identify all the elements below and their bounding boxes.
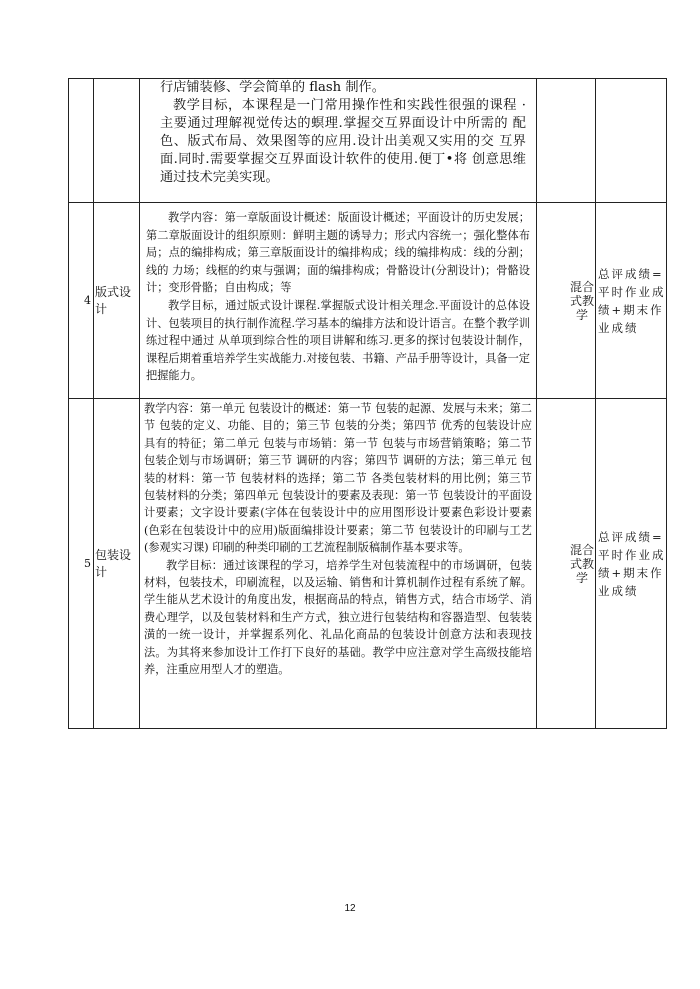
teaching-mode-cell <box>537 79 596 203</box>
course-objective-paragraph: 教学目标，通过版式设计课程.掌握版式设计相关理念.平面设计的总体设计、包装项目的执行制作流程.学习基本的编排方法和设计语言。在整个教学训练过程中通过 从单项到综合性的项目讲解和练习.更多的探讨包装设计制作，课程后期着重培养学生实战能力.对接包装、书籍、产品手册等设计，具备一定把握能力。 <box>146 298 530 383</box>
course-number-cell: 4 <box>69 203 94 399</box>
course-syllabus-table <box>68 78 667 729</box>
table-row <box>69 203 667 399</box>
course-content-paragraph: 教学内容：第一章版面设计概述：版面设计概述；平面设计的历史发展；第二章版面设计的组织原则：鲜明主题的诱导力；形式内容统一；强化整体布局；点的编排构成；第三章版面设计的编排构成；线的编排构成：线的分割；线的 力场；线框的约束与强调；面的编排构成；骨骼设计(分割设计)；骨骼设计；变形骨骼；自由构成；等 <box>146 211 530 295</box>
course-description-cell <box>140 399 537 729</box>
course-description-cell <box>140 203 537 399</box>
course-name-cell: 版式设计 <box>94 203 140 399</box>
page-number: 12 <box>344 903 356 914</box>
course-description-cell <box>140 79 537 203</box>
course-number-cell <box>69 79 94 203</box>
teaching-mode-cell: 混合式教学 <box>537 203 596 399</box>
teaching-mode-cell: 混合式教学 <box>537 399 596 729</box>
course-content-paragraph: 教学内容：第一单元 包装设计的概述：第一节 包装的起源、发展与未来；第二节 包装的定义、功能、目的；第三节 包装的分类；第四节 优秀的包装设计应具有的特征；第二单元 包装与市场销：第一节 包装与市场营销策略；第二节 包装企划与市场调研；第三节 调研的内容；第四节 调研的方法；第三单元 包装的材料：第一节 包装材料的选择；第二节 各类包装材料的用比例；第三节 包装材料的分类；第四单元 包装设计的要素及表现：第一节 包装设计的平面设计要素；文字设计要素(字体在包装设计中的应用图形设计要素色彩设计要素(色彩在包装设计中的应用)版面编排设计要素；第二节 包装设计的印刷与工艺 (参观实习课) 印刷的种类印刷的工艺流程制版稿制作基本要求等。 <box>144 402 532 555</box>
table-row <box>69 399 667 729</box>
course-objective-paragraph: 教学目标：通过该课程的学习，培养学生对包装流程中的市场调研，包装材料，包装技术，印刷流程，以及运输、销售和计算机制作过程有系统了解。学生能从艺术设计的角度出发，根据商品的特点，销售方式，结合市场学、消费心理学，以及包装材料和生产方式，独立进行包装结构和容器造型、包装装潢的一统一设计，并掌握系列化、礼品化商品的包装设计创意方法和表现技法。为其将来参加设计工作打下良好的基础。教学中应注意对学生高级技能培养，注重应用型人才的塑造。 <box>144 558 532 677</box>
assessment-cell <box>596 79 667 203</box>
course-objective-paragraph: 教学目标，本课程是一门常用操作性和实践性很强的课程 · 主要通过理解视觉传达的螟理.掌握交互界面设计中所需的 配色、版式布局、效果图等的应用.设计出美观又实用的交 互界面.同时.需要掌握交互界面设计软件的使用.便丁•将 创意思维通过技术完美实现。 <box>160 98 526 185</box>
course-number-cell: 5 <box>69 399 94 729</box>
assessment-cell: 总评成绩=平时作业成绩+期末作业成绩 <box>596 203 667 399</box>
course-content-paragraph: 行店铺装修、学会简单的 flash 制作。 <box>160 80 385 95</box>
assessment-cell: 总评成绩=平时作业成绩+期末作业成绩 <box>596 399 667 729</box>
table-row <box>69 79 667 203</box>
course-name-cell: 包装设计 <box>94 399 140 729</box>
course-name-cell <box>94 79 140 203</box>
